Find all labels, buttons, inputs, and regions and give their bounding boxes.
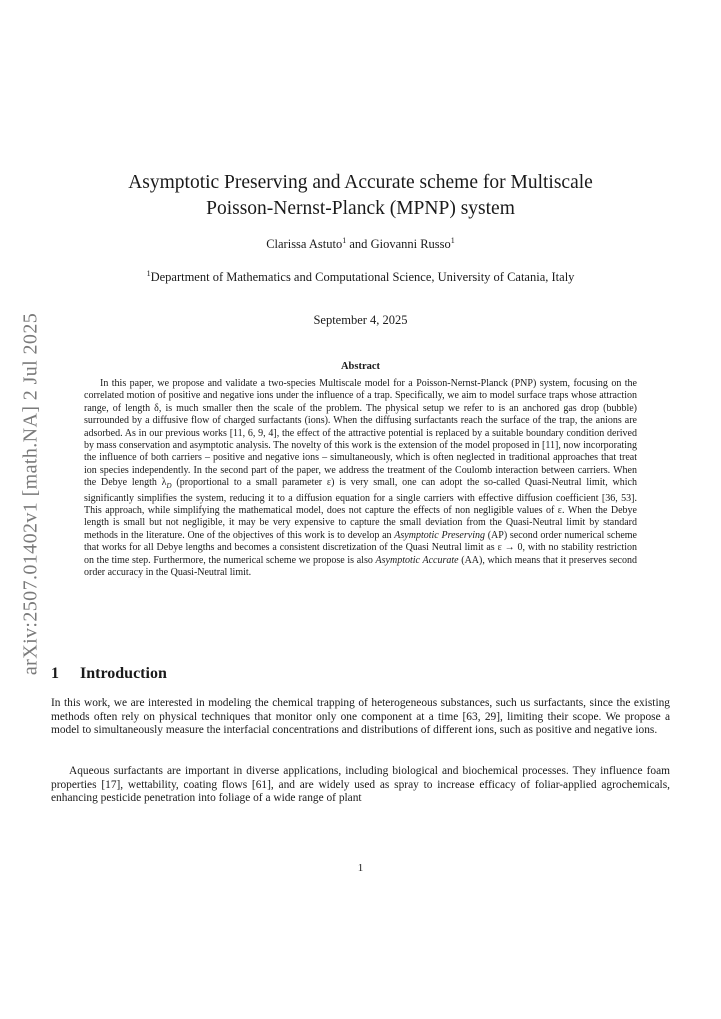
- affiliation-text: Department of Mathematics and Computational Science, University of Catania, Italy: [150, 270, 575, 284]
- section-title: Introduction: [80, 665, 167, 682]
- author-2-mark: 1: [450, 236, 455, 245]
- arxiv-identifier-text: arXiv:2507.01402v1 [math.NA] 2 Jul 2025: [19, 312, 42, 676]
- debye-subscript: D: [166, 482, 172, 491]
- author-1: Clarissa Astuto: [266, 237, 343, 251]
- abstract-emphasis-ap: Asymptotic Preserving: [394, 529, 485, 541]
- abstract-text: [84, 378, 637, 580]
- paragraph-1: In this work, we are interested in modeling the chemical trapping of heterogeneous substances, such us surfactants, since the existing methods often rely on physical techniques that monitor only one component at a time [63, 29], limiting their scope. We propose a model to simultaneously measure the interfacial concentrations and distributions of different ions, such as positive and negative ions.: [51, 697, 670, 736]
- page-number: 1: [357, 862, 364, 874]
- abstract-part-d: (AA), which means that it preserves second order accuracy in the Quasi-Neutral limit.: [84, 554, 637, 579]
- paper-title: [60, 170, 661, 222]
- title-line-2: Poisson-Nernst-Planck (MPNP) system: [206, 198, 515, 219]
- abstract-part-c: (AP) second order numerical scheme that works for all Debye lengths and becomes a consistent discretization of the Quasi Neutral limit as ε → 0, with no stability restriction on the time step. Furthermore, the numerical scheme we propose is also: [84, 529, 637, 566]
- arxiv-identifier: [18, 292, 44, 696]
- affiliation-mark: 1: [146, 269, 151, 278]
- abstract-heading: Abstract: [340, 361, 381, 372]
- author-1-mark: 1: [342, 236, 347, 245]
- title-line-1: Asymptotic Preserving and Accurate scheme for Multiscale: [128, 172, 593, 193]
- author-2: Giovanni Russo: [370, 237, 451, 251]
- date: September 4, 2025: [313, 313, 408, 327]
- abstract-part-b: (proportional to a small parameter ε) is very small, one can adopt the so-called Quasi-Neutral limit, which significantly simplifies the system, reducing it to a diffusion equation for a single carriers with effective diffusion coefficient [36, 53]. This approach, while simplifying the mathematical model, does not capture the effects of non negligible values of ε. When the Debye length is small but not negligible, it may be very expensive to capture the small deviation from the Quasi-Neutral limit by standard methods in the literature. One of the objectives of this work is to develop an: [84, 477, 637, 541]
- abstract-part-a: In this paper, we propose and validate a two-species Multiscale model for a Poisson-Nernst-Planck (PNP) system, focusing on the correlated motion of positive and negative ions under the influence of a trap. Specifically, we aim to model surface traps whose attraction range, of length δ, is much smaller then the scale of the problem. The physical setup we refer to is an anchored gas drop (bubble) surrounded by a diffusive flow of charged surfactants (ions). When the diffusing surfactants reach the surface of the trap, the anions are adsorbed. As in our previous works [11, 6, 9, 4], the effect of the attractive potential is replaced by a suitable boundary condition derived by mass conservation and asymptotic analysis. The novelty of this work is the extension of the model proposed in [11], now incorporating the influence of both carriers – positive and negative ions – simultaneously, which is often neglected in traditional approaches that treat ion species independently. In the second part of the paper, we address the treatment of the Coulomb interaction between carriers. When the Debye length λ: [84, 378, 637, 489]
- paragraph-2: Aqueous surfactants are important in diverse applications, including biological and biochemical processes. They influence foam properties [17], wettability, coating flows [61], and are widely used as spray to increase efficacy of foliar-applied agrochemicals, enhancing pesticide penetration into foliage of a wide range of plant: [51, 765, 670, 804]
- section-number: 1: [51, 665, 59, 682]
- authors: [60, 237, 661, 252]
- section-heading: [51, 665, 167, 683]
- abstract-emphasis-aa: Asymptotic Accurate: [375, 554, 459, 566]
- affiliation: [60, 270, 661, 285]
- author-separator: and: [346, 237, 371, 251]
